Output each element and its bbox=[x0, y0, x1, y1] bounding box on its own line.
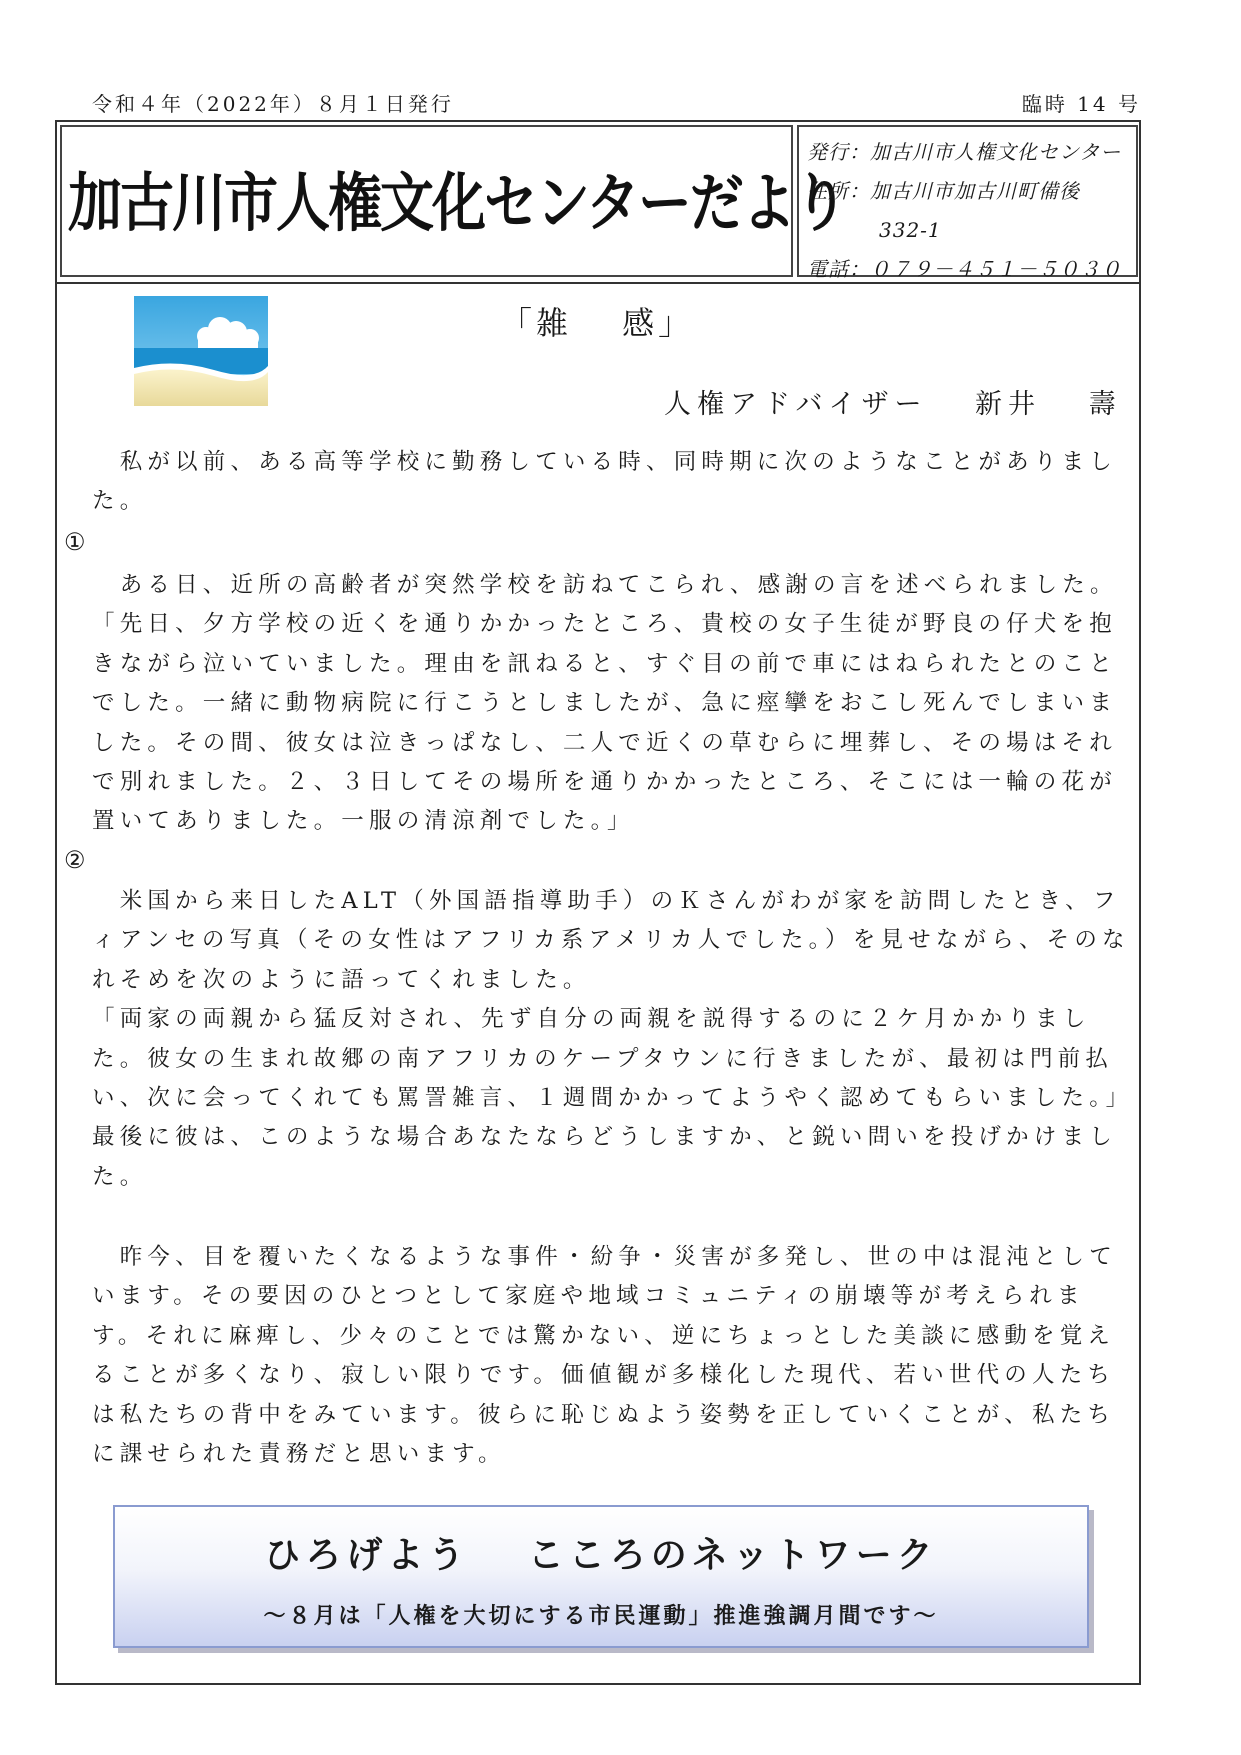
article-intro bbox=[92, 443, 1132, 522]
story-2 bbox=[92, 882, 1132, 1197]
story-2-paragraph-a: 米国から来日したALT（外国語指導助手）のＫさんがわが家を訪問したとき、フィアンセの写真（その女性はアフリカ系アメリカ人でした。）を見せながら、そのなれそめを次のように語ってくれました。 bbox=[92, 888, 1130, 993]
address: 住所：加古川市加古川町備後 bbox=[807, 179, 1080, 203]
story-2-paragraph-b: 「両家の両親から猛反対され、先ず自分の両親を説得するのに２ケ月かかりました。彼女の生まれ故郷の南アフリカのケープタウンに行きましたが、最初は門前払い、次に会ってくれても罵詈雑言、１週間かかってようやく認めてもらいました。」最後に彼は、このような場合あなたならどうしますか、と鋭い問いを投げかけました。 bbox=[92, 1006, 1123, 1190]
issue-line bbox=[92, 88, 1141, 122]
story-1-paragraph: ある日、近所の高齢者が突然学校を訪ねてこられ、感謝の言を述べられました。「先日、夕方学校の近くを通りかかったところ、貴校の女子生徒が野良の仔犬を抱きながら泣いていました。理由を訊ねると、すぐ目の前で車にはねられたとのことでした。一緒に動物病院に行こうとしましたが、急に痙攣をおこし死んでしまいました。その間、彼女は泣きっぱなし、二人で近くの草むらに埋葬し、その場はそれで別れました。２、３日してその場所を通りかかったところ、そこには一輪の花が置いてありました。一服の清涼剤でした。」 bbox=[92, 572, 1118, 835]
section-marker-2: ② bbox=[64, 846, 86, 874]
issue-number: 臨時 14 号 bbox=[1021, 92, 1141, 116]
publisher-info bbox=[797, 125, 1138, 281]
masthead bbox=[60, 125, 846, 277]
article-title: 「雑 感」 bbox=[500, 304, 695, 342]
closing bbox=[92, 1238, 1132, 1474]
article-author: 人権アドバイザー 新井 壽 bbox=[664, 389, 1122, 420]
issue-date: 令和４年（2022年）８月１日発行 bbox=[92, 92, 454, 116]
banner-slogan: ひろげよう こころのネットワーク bbox=[264, 1535, 938, 1576]
publisher: 発行：加古川市人権文化センター bbox=[807, 140, 1122, 164]
beach-illustration-icon bbox=[134, 296, 268, 406]
intro-paragraph: 私が以前、ある高等学校に勤務している時、同時期に次のようなことがありました。 bbox=[92, 449, 1117, 515]
address-number: 332-1 bbox=[879, 218, 942, 242]
section-marker-1: ① bbox=[64, 528, 86, 556]
banner-subtitle: ～８月は「人権を大切にする市民運動」推進強調月間です～ bbox=[263, 1604, 939, 1629]
newsletter-title: 加古川市人権文化センターだより bbox=[68, 166, 846, 241]
story-1 bbox=[92, 566, 1132, 842]
closing-paragraph: 昨今、目を覆いたくなるような事件・紛争・災害が多発し、世の中は混沌としています。その要因のひとつとして家庭や地域コミュニティの崩壊等が考えられます。それに麻痺し、少々のことでは驚かない、逆にちょっとした美談に感動を覚えることが多くなり、寂しい限りです。価値観が多様化した現代、若い世代の人たちは私たちの背中をみています。彼らに恥じぬよう姿勢を正していくことが、私たちに課せられた責務だと思います。 bbox=[92, 1244, 1117, 1468]
phone: 電話：０７９－４５１－５０３０ bbox=[807, 257, 1122, 281]
campaign-banner bbox=[113, 1505, 1089, 1648]
